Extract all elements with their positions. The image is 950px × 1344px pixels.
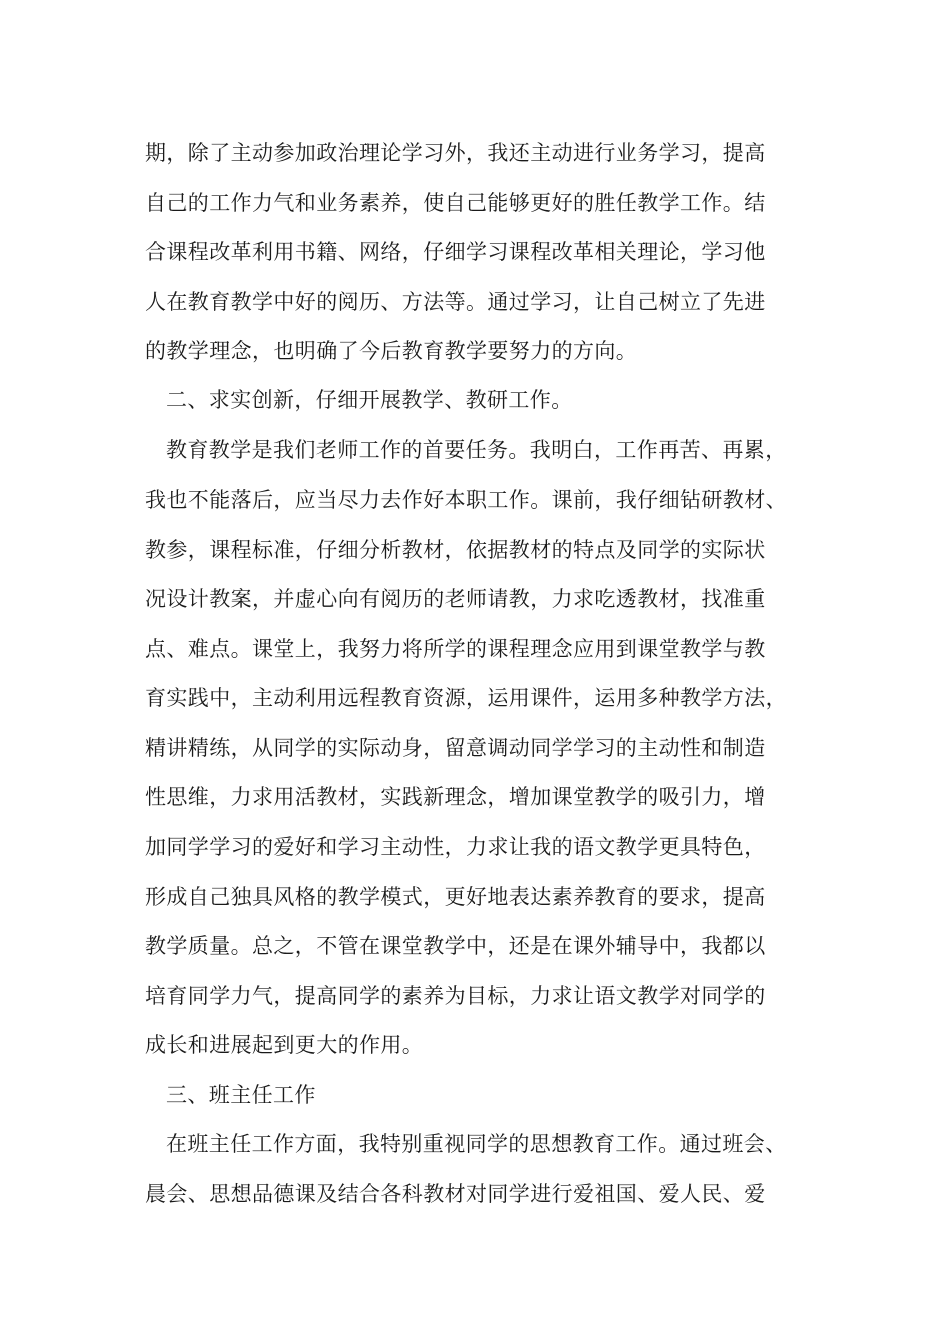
paragraph-line: 加同学学习的爱好和学习主动性，力求让我的语文教学更具特色，: [145, 835, 766, 859]
paragraph-line: 教育教学是我们老师工作的首要任务。我明白，工作再苦、再累，: [166, 438, 787, 462]
paragraph-line: 成长和进展起到更大的作用。: [145, 1033, 424, 1057]
paragraph-line: 形成自己独具风格的教学模式，更好地表达素养教育的要求，提高: [145, 885, 766, 909]
paragraph-line: 培育同学力气，提高同学的素养为目标，力求让语文教学对同学的: [145, 984, 766, 1008]
paragraph-line: 育实践中，主动利用远程教育资源，运用课件，运用多种教学方法，: [145, 686, 787, 710]
section-heading: 二、求实创新，仔细开展教学、教研工作。: [166, 388, 573, 412]
paragraph-line: 点、难点。课堂上，我努力将所学的课程理念应用到课堂教学与教: [145, 637, 766, 661]
paragraph-line: 期，除了主动参加政治理论学习外，我还主动进行业务学习，提高: [145, 141, 766, 165]
paragraph-line: 教学质量。总之，不管在课堂教学中，还是在课外辅导中，我都以: [145, 934, 766, 958]
paragraph-line: 性思维，力求用活教材，实践新理念，增加课堂教学的吸引力，增: [145, 785, 766, 809]
section-heading: 三、班主任工作: [166, 1083, 316, 1107]
paragraph-line: 的教学理念，也明确了今后教育教学要努力的方向。: [145, 339, 638, 363]
paragraph-line: 合课程改革利用书籍、网络，仔细学习课程改革相关理论，学习他: [145, 240, 766, 264]
paragraph-line: 自己的工作力气和业务素养，使自己能够更好的胜任教学工作。结: [145, 191, 766, 215]
paragraph-line: 况设计教案，并虚心向有阅历的老师请教，力求吃透教材，找准重: [145, 587, 766, 611]
paragraph-line: 精讲精练，从同学的实际动身，留意调动同学学习的主动性和制造: [145, 736, 766, 760]
paragraph-line: 我也不能落后，应当尽力去作好本职工作。课前，我仔细钻研教材、: [145, 488, 787, 512]
paragraph-line: 人在教育教学中好的阅历、方法等。通过学习，让自己树立了先进: [145, 290, 766, 314]
paragraph-line: 教参，课程标准，仔细分析教材，依据教材的特点及同学的实际状: [145, 538, 766, 562]
paragraph-line: 晨会、思想品德课及结合各科教材对同学进行爱祖国、爱人民、爱: [145, 1182, 766, 1206]
paragraph-line: 在班主任工作方面，我特别重视同学的思想教育工作。通过班会、: [166, 1132, 787, 1156]
